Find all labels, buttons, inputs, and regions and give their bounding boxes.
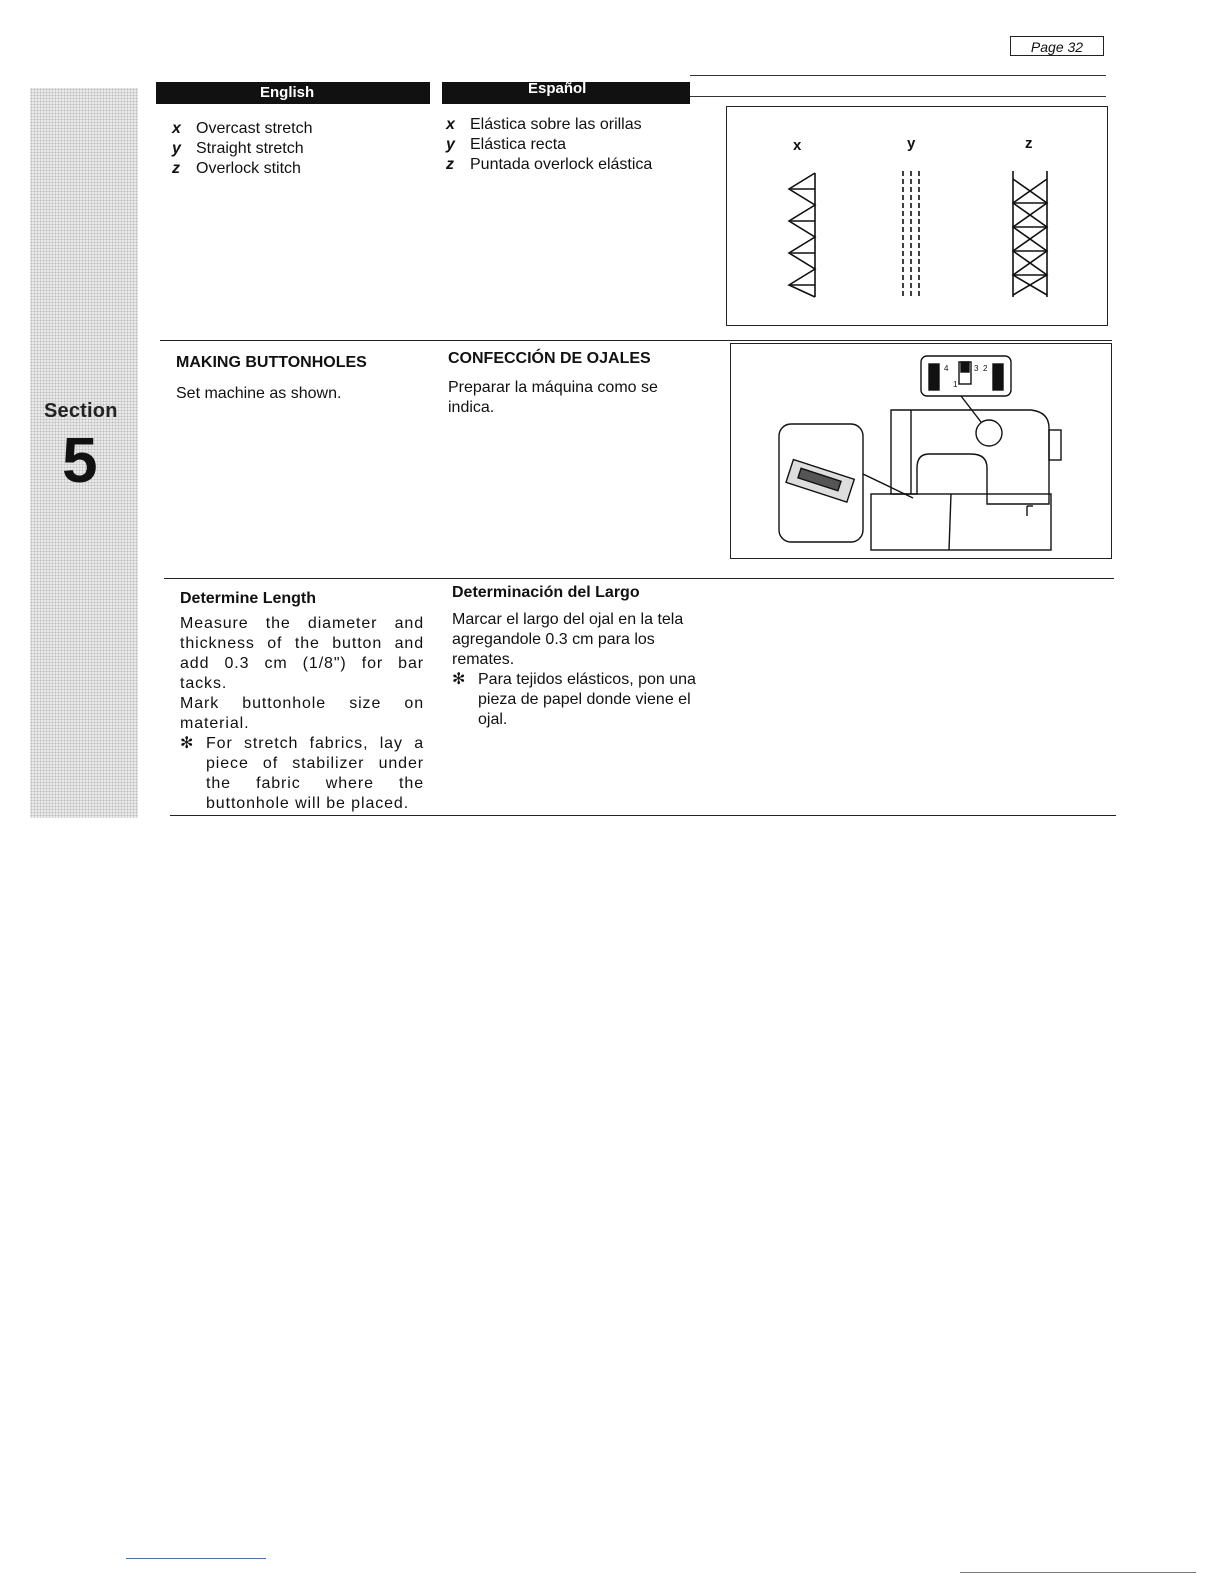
- item-text: Elástica sobre las orillas: [470, 116, 642, 133]
- header-rule-bottom: [690, 96, 1106, 97]
- sewing-machine-illustration: [731, 344, 1111, 558]
- list-item: [172, 119, 312, 139]
- overcast-stitch-icon: [789, 173, 815, 297]
- length-note-es-text: Para tejidos elásticos, pon una pieza de papel donde viene el ojal.: [478, 671, 696, 728]
- buttonholes-title-en: MAKING BUTTONHOLES: [176, 354, 367, 371]
- dial-number-1: 1: [953, 380, 958, 389]
- language-header-bar: [156, 82, 690, 104]
- item-text: Straight stretch: [196, 140, 304, 157]
- overlock-stitch-icon: [1013, 171, 1047, 297]
- item-key: x: [172, 120, 181, 137]
- item-key: z: [172, 160, 180, 177]
- section-rule: [160, 340, 1112, 341]
- stitch-list-english: [172, 119, 312, 179]
- section-number: 5: [62, 424, 98, 496]
- straight-stitch-icon: [903, 171, 919, 297]
- figure-label-z: z: [1025, 135, 1033, 152]
- list-item: [446, 135, 652, 155]
- dial-number-3: 3: [974, 364, 979, 373]
- length-text-en-2: Mark buttonhole size on material.: [180, 695, 424, 732]
- list-item: [446, 155, 652, 175]
- machine-figure: [730, 343, 1112, 559]
- stitch-figure: [726, 106, 1108, 326]
- buttonholes-text-es: Preparar la máquina como se indica.: [448, 379, 658, 416]
- dial-number-4: 4: [944, 364, 949, 373]
- item-text: Overlock stitch: [196, 160, 301, 177]
- stitch-drawings: [727, 107, 1107, 325]
- item-key: y: [446, 136, 455, 153]
- list-item: [446, 115, 652, 135]
- length-note-en: [180, 734, 424, 814]
- header-rule-top: [690, 75, 1106, 76]
- list-item: [172, 139, 312, 159]
- length-title-en: Determine Length: [180, 590, 317, 607]
- section-label: Section: [44, 400, 118, 422]
- length-text-es-1: Marcar el largo del ojal en la tela agregandole 0.3 cm para los remates.: [452, 611, 684, 668]
- figure-label-y: y: [907, 135, 916, 152]
- header-english: English: [260, 84, 315, 101]
- length-text-es: [452, 610, 698, 730]
- buttonholes-text-en: Set machine as shown.: [176, 385, 342, 402]
- buttonholes-title-es: CONFECCIÓN DE OJALES: [448, 350, 651, 367]
- section-rule-bottom: [170, 815, 1116, 816]
- item-text: Puntada overlock elástica: [470, 156, 653, 173]
- page-number: Page 32: [1010, 36, 1104, 56]
- dial-number-2: 2: [983, 364, 988, 373]
- stitch-list-spanish: [446, 115, 652, 175]
- item-text: Elástica recta: [470, 136, 567, 153]
- item-key: z: [446, 156, 454, 173]
- item-text: Overcast stretch: [196, 120, 313, 137]
- length-note-en-text: For stretch fabrics, lay a piece of stabilizer under the fabric where the buttonhole will be placed.: [206, 735, 424, 812]
- figure-label-x: x: [793, 137, 802, 154]
- item-key: y: [172, 140, 181, 157]
- section-rule: [164, 578, 1114, 579]
- length-text-en-1: Measure the diameter and thickness of the button and add 0.3 cm (1/8") for bar tacks.: [180, 615, 424, 692]
- length-text-en: [180, 614, 424, 814]
- length-title-es: Determinación del Largo: [452, 584, 640, 601]
- header-divider: [430, 82, 442, 104]
- footer-line: [126, 1558, 266, 1559]
- item-key: x: [446, 116, 455, 133]
- asterisk-icon: ✻: [452, 671, 466, 688]
- length-note-es: [452, 670, 698, 730]
- asterisk-icon: ✻: [180, 735, 195, 752]
- footer-line: [960, 1572, 1196, 1573]
- header-spanish: Español: [528, 80, 587, 97]
- list-item: [172, 159, 312, 179]
